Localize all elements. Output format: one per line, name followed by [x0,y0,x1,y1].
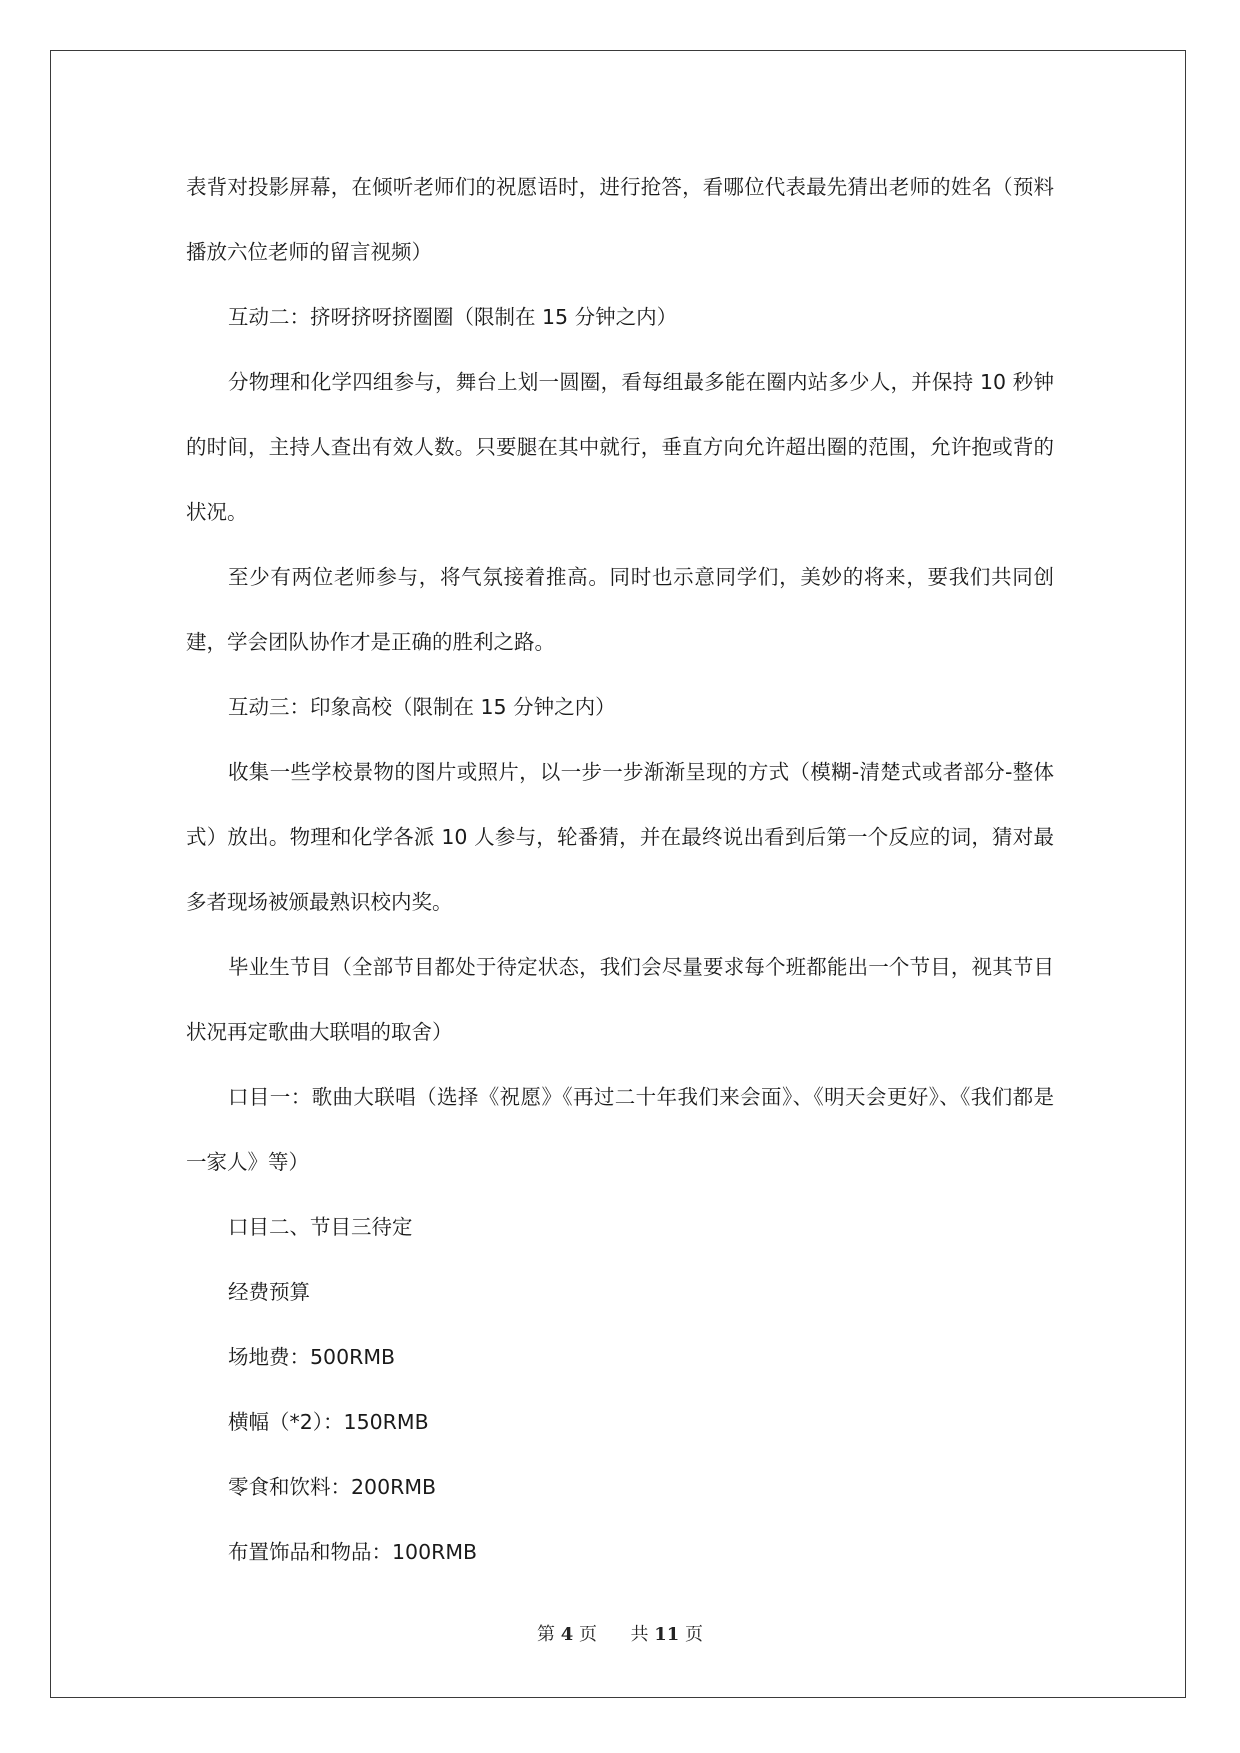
paragraph: 零食和饮料：200RMB [228,1475,437,1499]
paragraph: 口目二、节目三待定 [228,1215,413,1239]
footer-page-suffix: 页 [579,1624,597,1645]
page-footer [0,1620,1240,1646]
paragraph: 互动三：印象高校（限制在 15 分钟之内） [228,695,616,719]
paragraph: 经费预算 [228,1280,310,1304]
paragraph: 分物理和化学四组参与，舞台上划一圆圈，看每组最多能在圈内站多少人，并保持 10 秒钟的时间，主持人查出有效人数。只要腿在其中就行，垂直方向允许超出圈的范围，允许抱或背的状况。 [186,370,1054,524]
paragraph: 横幅（*2）：150RMB [228,1410,429,1434]
footer-prefix: 第 [537,1624,555,1645]
paragraph: 互动二：挤呀挤呀挤圈圈（限制在 15 分钟之内） [228,305,678,329]
document-body [186,155,1054,1585]
total-pages-number: 11 [654,1624,680,1645]
paragraph: 口目一：歌曲大联唱（选择《祝愿》《再过二十年我们来会面》、《明天会更好》、《我们都是一家人》等） [186,1085,1054,1174]
footer-total-prefix: 共 [630,1624,649,1645]
paragraph: 布置饰品和物品：100RMB [228,1540,478,1564]
paragraph: 收集一些学校景物的图片或照片，以一步一步渐渐呈现的方式（模糊-清楚式或者部分-整体式）放出。物理和化学各派 10 人参与，轮番猜，并在最终说出看到后第一个反应的词，猜对最多者现场被颁最熟识校内奖。 [186,760,1054,914]
paragraph: 至少有两位老师参与，将气氛接着推高。同时也示意同学们，美妙的将来，要我们共同创建，学会团队协作才是正确的胜利之路。 [186,565,1054,654]
paragraph: 表背对投影屏幕，在倾听老师们的祝愿语时，进行抢答，看哪位代表最先猜出老师的姓名（预料播放六位老师的留言视频） [186,175,1054,264]
footer-total-suffix: 页 [685,1624,703,1645]
paragraph: 场地费：500RMB [228,1345,396,1369]
paragraph: 毕业生节目（全部节目都处于待定状态，我们会尽量要求每个班都能出一个节目，视其节目状况再定歌曲大联唱的取舍） [186,955,1054,1044]
current-page-number: 4 [560,1624,574,1645]
